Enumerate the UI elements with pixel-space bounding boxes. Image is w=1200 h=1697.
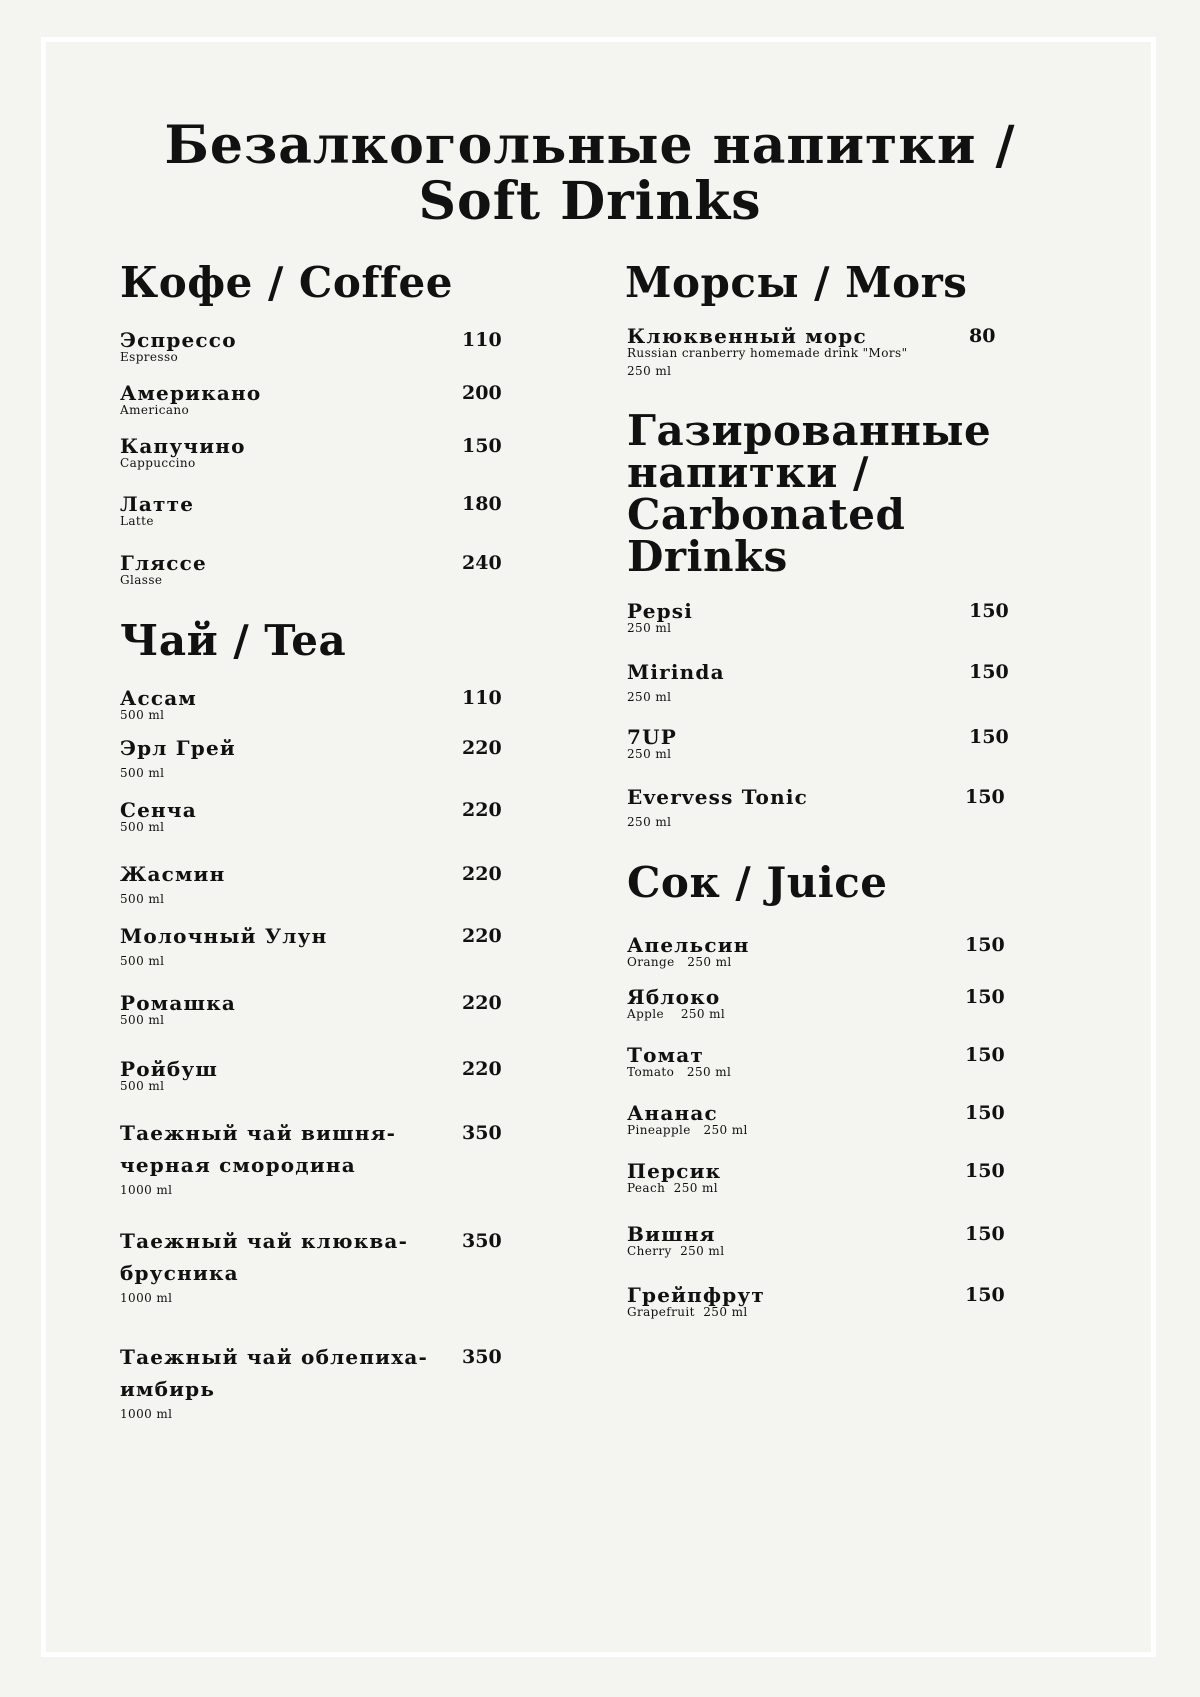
item-subtitle: 250 ml [627,621,672,635]
item-price: 220 [462,925,502,947]
item-subtitle: 500 ml [120,892,165,906]
menu-item [120,858,540,907]
item-subtitle: 250 ml [627,690,672,704]
item-price: 350 [462,1346,502,1368]
item-subtitle: Apple 250 ml [627,1007,726,1021]
item-name: Американо [120,381,262,405]
item-price: 200 [462,382,502,404]
item-name: Вишня [627,1222,716,1246]
item-name: Evervess Tonic [627,785,808,809]
item-price: 150 [462,435,502,457]
item-price: 220 [462,737,502,759]
menu-item [627,1039,1067,1080]
item-volume: 250 ml [627,364,672,378]
menu-item [120,488,540,529]
item-name: Pepsi [627,599,694,623]
item-price: 180 [462,493,502,515]
item-name: Ананас [627,1101,718,1125]
item-subtitle: 500 ml [120,766,165,780]
item-price: 240 [462,552,502,574]
item-subtitle: 250 ml [627,815,672,829]
menu-item [120,377,540,418]
item-name: Гляссе [120,551,207,575]
item-name: Таежный чай облепиха-имбирь [120,1345,429,1401]
item-subtitle: 500 ml [120,1079,165,1093]
item-name: Персик [627,1159,722,1183]
item-name: Таежный чай клюква-брусника [120,1229,409,1285]
item-price: 150 [965,1284,1005,1306]
item-name: Жасмин [120,862,226,886]
item-price: 110 [462,329,502,351]
item-subtitle: 500 ml [120,820,165,834]
item-subtitle: Latte [120,514,154,528]
item-price: 150 [969,600,1009,622]
menu-item [627,595,1067,636]
menu-item [120,794,540,835]
menu-item [120,1053,540,1094]
menu-item [120,1117,540,1198]
item-price: 150 [965,786,1005,808]
item-price: 350 [462,1122,502,1144]
item-subtitle: 250 ml [627,747,672,761]
menu-item [120,1341,540,1422]
menu-item [627,721,1067,762]
item-price: 150 [969,661,1009,683]
page-title: Безалкогольные напитки / Soft Drinks [164,115,1016,232]
item-subtitle: 1000 ml [120,1183,173,1197]
item-subtitle: Grapefruit 250 ml [627,1305,748,1319]
item-name: Ромашка [120,991,237,1015]
item-price: 150 [969,726,1009,748]
item-subtitle: Pineapple 250 ml [627,1123,748,1137]
menu-item [120,430,540,471]
item-price: 220 [462,992,502,1014]
menu-item [120,1225,540,1306]
item-name: Эрл Грей [120,736,236,760]
item-subtitle: 500 ml [120,954,165,968]
item-price: 150 [965,1223,1005,1245]
item-name: Молочный Улун [120,924,328,948]
item-name: Яблоко [627,985,721,1009]
menu-item [627,1218,1067,1259]
menu-item [627,929,1067,970]
item-name: Капучино [120,434,246,458]
menu-item [627,781,1067,830]
item-name: Латте [120,492,195,516]
item-price: 150 [965,986,1005,1008]
menu-item [120,547,540,588]
menu-item [120,324,540,365]
menu-item [120,920,540,969]
section-title-coffee: Кофе / Coffee [120,258,453,307]
item-price: 80 [969,325,996,347]
item-subtitle: Cherry 250 ml [627,1244,725,1258]
item-price: 220 [462,863,502,885]
item-subtitle: Glasse [120,573,163,587]
menu-item [627,981,1067,1022]
item-name: Сенча [120,798,197,822]
item-subtitle: Russian cranberry homemade drink "Mors" [627,346,908,360]
menu-item [627,1279,1067,1320]
item-subtitle: Americano [120,403,190,417]
item-subtitle: Tomato 250 ml [627,1065,732,1079]
item-price: 150 [965,934,1005,956]
item-subtitle: 1000 ml [120,1291,173,1305]
item-subtitle: Cappuccino [120,456,196,470]
item-name: Томат [627,1043,704,1067]
item-subtitle: Peach 250 ml [627,1181,719,1195]
item-price: 150 [965,1102,1005,1124]
item-name: Апельсин [627,933,750,957]
item-subtitle: 500 ml [120,708,165,722]
item-price: 220 [462,1058,502,1080]
item-price: 350 [462,1230,502,1252]
item-price: 220 [462,799,502,821]
item-subtitle: 500 ml [120,1013,165,1027]
item-name: Грейпфрут [627,1283,766,1307]
item-price: 150 [965,1044,1005,1066]
menu-item [120,682,540,723]
item-price: 150 [965,1160,1005,1182]
item-price: 110 [462,687,502,709]
item-subtitle: Espresso [120,350,179,364]
item-name: Таежный чай вишня-черная смородина [120,1121,397,1177]
section-title-carbonated: Газированные напитки / Carbonated Drinks [627,406,992,581]
menu-item [627,1097,1067,1138]
item-name: Эспрессо [120,328,237,352]
menu-item [120,987,540,1028]
item-name: Mirinda [627,660,725,684]
item-name: Ассам [120,686,197,710]
menu-item [627,1155,1067,1196]
menu-item [627,656,1067,705]
menu-item [627,320,1067,379]
item-name: Клюквенный морс [627,324,867,348]
section-title-mors: Морсы / Mors [625,258,968,307]
section-title-tea: Чай / Tea [120,616,347,665]
item-name: 7UP [627,725,677,749]
item-subtitle: Orange 250 ml [627,955,732,969]
item-subtitle: 1000 ml [120,1407,173,1421]
menu-item [120,732,540,781]
section-title-juice: Сок / Juice [627,858,888,907]
item-name: Ройбуш [120,1057,219,1081]
